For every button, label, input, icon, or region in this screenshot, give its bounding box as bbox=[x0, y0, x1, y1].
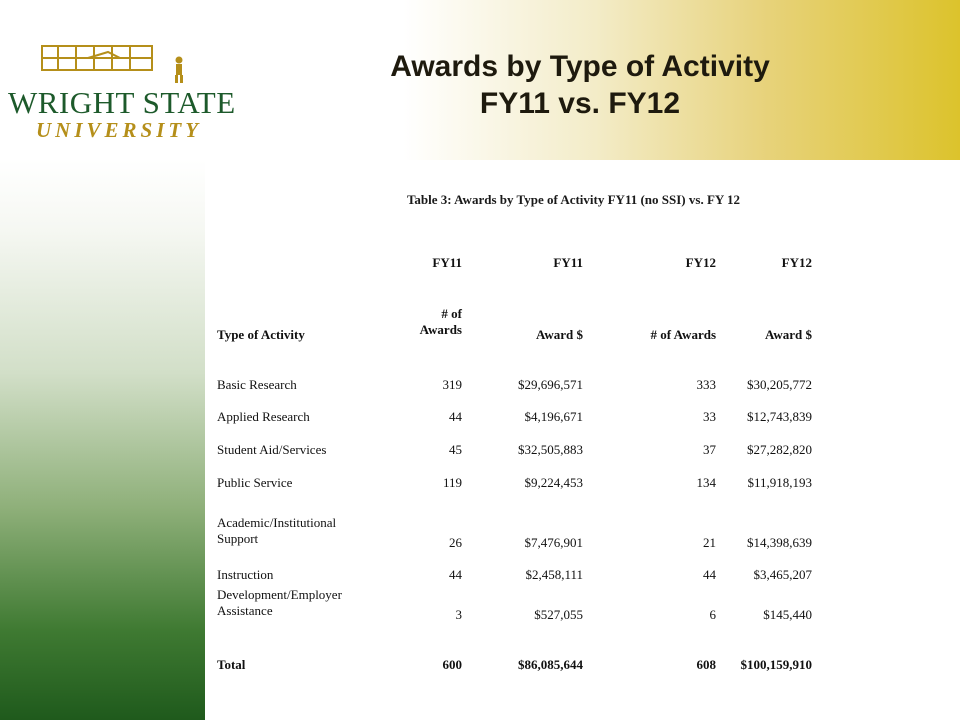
row-fy12-amount: $12,743,839 bbox=[747, 409, 812, 424]
row-fy12-count: 6 bbox=[709, 607, 716, 622]
row-fy11-amount: $2,458,111 bbox=[525, 567, 583, 582]
year-header-fy12-count: FY12 bbox=[685, 255, 716, 270]
row-fy11-amount: $9,224,453 bbox=[524, 475, 583, 490]
row-fy11-amount: $527,055 bbox=[534, 607, 583, 622]
row-fy12-amount: $145,440 bbox=[763, 607, 812, 622]
row-fy12-count: 333 bbox=[696, 377, 716, 392]
total-fy12-amount: $100,159,910 bbox=[740, 657, 812, 672]
row-fy12-count: 33 bbox=[703, 409, 716, 424]
total-fy12-count: 608 bbox=[696, 657, 716, 672]
row-activity: Applied Research bbox=[217, 409, 310, 424]
row-activity: Instruction bbox=[217, 567, 274, 582]
total-fy11-count: 600 bbox=[442, 657, 462, 672]
row-fy12-count: 37 bbox=[703, 442, 716, 457]
row-fy11-count: 319 bbox=[442, 377, 462, 392]
row-fy11-count: 44 bbox=[449, 567, 462, 582]
column-header-fy11-amount: Award $ bbox=[535, 327, 583, 342]
logo-subtitle: UNIVERSITY bbox=[36, 118, 203, 142]
title-line-2: FY11 vs. FY12 bbox=[479, 87, 681, 120]
year-header-fy11-count: FY11 bbox=[432, 255, 462, 270]
row-fy11-amount: $29,696,571 bbox=[518, 377, 583, 392]
row-fy11-amount: $7,476,901 bbox=[524, 535, 583, 550]
university-logo bbox=[8, 38, 236, 148]
row-activity: Basic Research bbox=[217, 377, 297, 392]
total-fy11-amount: $86,085,644 bbox=[518, 657, 583, 672]
left-gradient-band bbox=[0, 160, 205, 720]
year-header-fy11-amount: FY11 bbox=[553, 255, 583, 270]
row-fy11-count: 44 bbox=[449, 409, 462, 424]
year-header-fy12-amount: FY12 bbox=[781, 255, 812, 270]
row-activity: Academic/Institutional Support bbox=[217, 515, 337, 546]
column-header-fy12-amount: Award $ bbox=[764, 327, 812, 342]
row-activity: Development/Employer Assistance bbox=[217, 587, 342, 618]
row-fy12-count: 44 bbox=[703, 567, 716, 582]
title-line-1: Awards by Type of Activity bbox=[390, 50, 770, 83]
logo-wordmark: WRIGHT STATE bbox=[8, 85, 236, 120]
table-caption: Table 3: Awards by Type of Activity FY11 (no SSI) vs. FY 12 bbox=[406, 192, 741, 207]
row-fy12-amount: $30,205,772 bbox=[747, 377, 812, 392]
row-fy12-count: 134 bbox=[696, 475, 716, 490]
row-fy11-amount: $32,505,883 bbox=[518, 442, 583, 457]
column-header-fy11-count: # of Awards bbox=[419, 306, 462, 337]
row-fy11-count: 45 bbox=[449, 442, 462, 457]
column-header-activity: Type of Activity bbox=[217, 327, 305, 342]
row-fy12-amount: $14,398,639 bbox=[747, 535, 812, 550]
total-row-label: Total bbox=[217, 657, 246, 672]
page-title bbox=[300, 48, 860, 122]
column-header-fy12-count: # of Awards bbox=[650, 327, 716, 342]
row-fy11-count: 26 bbox=[449, 535, 462, 550]
row-fy12-amount: $27,282,820 bbox=[747, 442, 812, 457]
row-fy11-amount: $4,196,671 bbox=[524, 409, 583, 424]
wright-flyer-icon bbox=[38, 38, 188, 84]
row-activity: Student Aid/Services bbox=[217, 442, 327, 457]
row-fy12-amount: $3,465,207 bbox=[753, 567, 812, 582]
row-fy12-count: 21 bbox=[703, 535, 716, 550]
row-fy12-amount: $11,918,193 bbox=[747, 475, 812, 490]
row-fy11-count: 119 bbox=[442, 475, 462, 490]
row-fy11-count: 3 bbox=[455, 607, 462, 622]
row-activity: Public Service bbox=[217, 475, 293, 490]
